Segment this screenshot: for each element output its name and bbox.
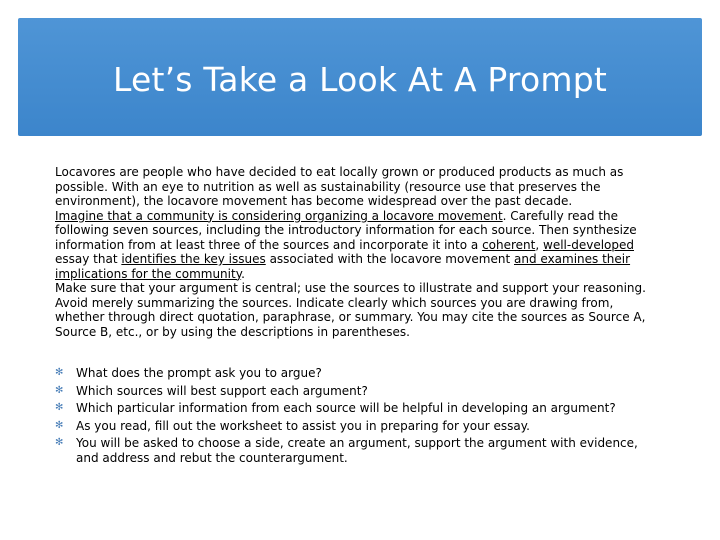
prompt-associated: associated with the locavore movement	[265, 252, 514, 266]
asterisk-bullet-icon: ✻	[55, 437, 64, 448]
prompt-instructions: Make sure that your argument is central; use the sources to illustrate and support your reasoning. Avoid merely summarizing the sources. Indicate clearly which sources you are drawing from, whether through direct quotation, paraphrase, or summary. You may cite the sources as Source A, Source B, etc., or by using the descriptions in parentheses.	[55, 281, 646, 339]
list-item	[55, 436, 655, 465]
prompt-coherent: coherent	[482, 237, 536, 252]
title-banner	[18, 18, 702, 136]
question-text: What does the prompt ask you to argue?	[76, 366, 322, 380]
question-text: You will be asked to choose a side, create an argument, support the argument with evidence, and address and rebut the counterargument.	[76, 436, 638, 465]
question-text: Which sources will best support each argument?	[76, 383, 368, 398]
prompt-text	[55, 165, 647, 339]
prompt-essay-that: essay that	[55, 252, 122, 266]
prompt-well-developed: well-developed	[543, 237, 634, 252]
prompt-period: .	[241, 266, 245, 281]
question-text: Which particular information from each source will be helpful in developing an argument?	[76, 401, 616, 415]
list-item	[55, 366, 655, 381]
asterisk-bullet-icon: ✻	[55, 384, 64, 396]
prompt-paragraph	[55, 165, 647, 339]
asterisk-bullet-icon: ✻	[55, 419, 64, 431]
prompt-intro: Locavores are people who have decided to eat locally grown or produced products as much as possible. With an eye to nutrition as well as sustainability (resource use that preserves the environment), the locavore movement has become widespread over the past decade.	[55, 165, 624, 208]
question-text: As you read, fill out the worksheet to assist you in preparing for your essay.	[76, 418, 530, 433]
list-item	[55, 419, 655, 434]
slide-title: Let’s Take a Look At A Prompt	[112, 60, 608, 99]
asterisk-bullet-icon: ✻	[55, 402, 64, 413]
asterisk-bullet-icon: ✻	[55, 367, 64, 378]
prompt-task-underlined: Imagine that a community is considering organizing a locavore movement	[55, 208, 503, 223]
question-list	[55, 366, 655, 468]
prompt-task-rest: . Carefully read the following seven sources, including the introductory information for each source. Then synthesize information from at least three of the sources and incorporate it into a	[55, 208, 637, 252]
list-item	[55, 384, 655, 399]
prompt-and-examines: and examines their implications for the community	[55, 252, 631, 281]
prompt-comma: ,	[535, 237, 544, 252]
prompt-identifies: identifies the key issues	[121, 252, 266, 266]
list-item	[55, 401, 655, 416]
